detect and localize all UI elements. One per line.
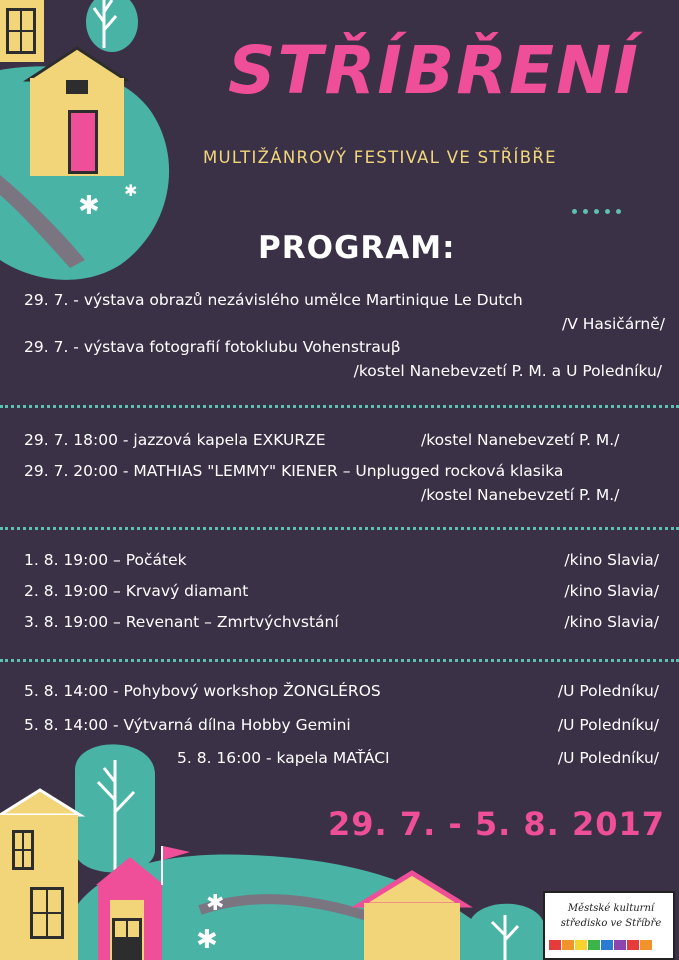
organizer-logo-line-2: středisko ve Stříbře [560, 918, 662, 929]
svg-text:✱: ✱ [124, 181, 138, 200]
program-item-3: 29. 7. 18:00 - jazzová kapela EXKURZE [24, 431, 326, 449]
program-item-10: 5. 8. 16:00 - kapela MAŤÁCI [177, 749, 390, 767]
section-divider [0, 527, 679, 530]
svg-text:✱: ✱ [196, 925, 218, 955]
program-place-9: /U Poledníku/ [557, 716, 659, 734]
program-heading: PROGRAM: [258, 230, 456, 266]
festival-subtitle: MULTIŽÁNROVÝ FESTIVAL VE STŘÍBŘE [203, 148, 557, 167]
program-item-1: 29. 7. - výstava obrazů nezávislého umělce Martinique Le Dutch [24, 291, 523, 309]
section-divider [0, 405, 679, 408]
section-divider [0, 659, 679, 662]
program-place-5: /kino Slavia/ [564, 551, 659, 569]
organizer-logo-line-1: Městské kulturní [567, 903, 655, 914]
festival-dates: 29. 7. - 5. 8. 2017 [328, 805, 665, 843]
svg-text:✱: ✱ [78, 191, 100, 221]
organizer-logo [543, 891, 675, 960]
program-item-6: 2. 8. 19:00 – Krvavý diamant [24, 582, 249, 600]
program-place-4: /kostel Nanebevzetí P. M./ [421, 486, 620, 504]
program-item-5: 1. 8. 19:00 – Počátek [24, 551, 187, 569]
program-place-2: /kostel Nanebevzetí P. M. a U Poledníku/ [353, 362, 662, 380]
program-place-10: /U Poledníku/ [557, 749, 659, 767]
program-place-8: /U Poledníku/ [557, 682, 659, 700]
svg-text:✱: ✱ [206, 891, 225, 916]
program-item-4: 29. 7. 20:00 - MATHIAS "LEMMY" KIENER – Unplugged rocková klasika [24, 462, 564, 480]
program-item-2: 29. 7. - výstava fotografií fotoklubu Vohenstrauβ [24, 338, 401, 356]
organizer-logo-text [551, 901, 671, 931]
program-item-7: 3. 8. 19:00 – Revenant – Zmrtvýchvstání [24, 613, 339, 631]
program-item-8: 5. 8. 14:00 - Pohybový workshop ŽONGLÉROS [24, 682, 381, 700]
festival-title: STŘÍBŘENÍ [228, 32, 640, 109]
program-place-6: /kino Slavia/ [564, 582, 659, 600]
logo-color-bars [549, 937, 653, 955]
dotted-ornament [572, 201, 627, 219]
program-item-9: 5. 8. 14:00 - Výtvarná dílna Hobby Gemini [24, 716, 351, 734]
program-place-7: /kino Slavia/ [564, 613, 659, 631]
program-place-3: /kostel Nanebevzetí P. M./ [421, 431, 620, 449]
program-place-1: /V Hasičárně/ [562, 315, 665, 333]
